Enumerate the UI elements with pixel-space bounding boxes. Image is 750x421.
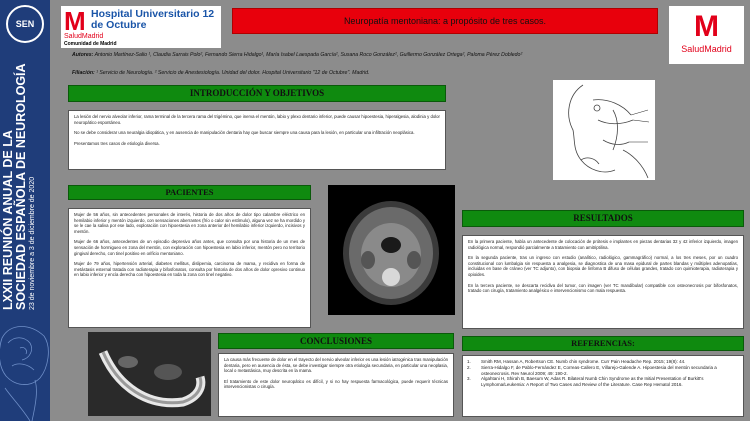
hospital-logo bbox=[61, 6, 221, 48]
face-drawing bbox=[553, 80, 655, 180]
reference-text: Smith RM, Hassan A, Robertson CE. Numb chin syndrome. Curr Pain Headache Rep. 2015; 19(8): 44. bbox=[481, 359, 686, 364]
brain-illustration bbox=[0, 318, 50, 421]
intro-paragraph: No se debe considerar una neuralgia idiopática, y en ausencia de manipulación dentaria hay que buscar siempre una causa para la lesión, en particular una infiltración neoplásica. bbox=[74, 130, 415, 136]
result-paragraph: En la segunda paciente, tras un ingreso con estudio (analítico, radiológico, gammagráfico) normal, a los tres meses, por un cuadro constitucional con lumbalgia sin respuesta a analgesia, se diagnostica de una masa epidural de partes blandas y múltiples adenopatías, incluidas en base de cráneo (ver TC adjunto), con biopsia de linfoma B difuso de células grandes, tratado con quimioterapia, radioterapia y opioides. bbox=[468, 255, 738, 277]
pacientes-header: PACIENTES bbox=[68, 185, 311, 200]
resultados-text bbox=[462, 235, 744, 329]
intro-paragraph: La lesión del nervio alveolar inferior, rama terminal de la tercera rama del trigémino, que inerva el mentón, labio y plexo dentario inferior, puede causar hipoestesia, hiperalgesia, alodinia y dolor neuropático espontáneo. bbox=[74, 114, 440, 125]
filiacion-label: Filiación: bbox=[72, 70, 95, 76]
sen-logo: SEN bbox=[6, 5, 44, 43]
sidebar-banner bbox=[0, 0, 50, 421]
patient-case: Mujer de 79 años, hipertensión arterial, diabetes mellitus, dislipemia, carcinoma de mama, y recidiva en forma de metástasis esternal tratada con radioterapia y bifosfonatos, consulta por historia de dos años de dolor opresivo continuo en labio inferior y encía derecha con hipoestesia en toda la zona con tinel negativo. bbox=[74, 261, 305, 278]
comunidad-madrid-text: Comunidad de Madrid bbox=[64, 41, 117, 47]
authors-list: Antonio Martínez-Salio ¹, Claudia Sarrais Polo², Fernando Sierra Hidalgo¹, María Isabel Laespada García², Susana Roco González², Guillermo González Ortega², Paloma Pérez Dobledo² bbox=[94, 52, 523, 58]
hospital-mark: M bbox=[64, 6, 86, 36]
authors-label: Autores: bbox=[72, 52, 94, 58]
congress-title-line1: LXXII REUNIÓN ANUAL DE LA bbox=[1, 130, 15, 310]
conclusiones-text bbox=[218, 353, 454, 417]
referencias-header: REFERENCIAS: bbox=[462, 336, 744, 351]
intro-text bbox=[68, 110, 446, 170]
ct-neck-scan-image bbox=[328, 185, 455, 315]
patient-case: Mujer de 56 años, sin antecedentes personales de interés, historia de dos años de dolor tipo calambre eléctrico en hemilabio inferior y mentón izquierdo, con sensaciones aberrantes (frío o calor sin estímulo), alguna vez se ha mordido y se le cae la saliva por ese lado, exploración con hipoestesia en zona anterior del hemilabio inferior izquierdo, incisivos y mentón. bbox=[74, 212, 305, 234]
reference-item bbox=[467, 376, 739, 388]
pacientes-text bbox=[68, 208, 311, 328]
salud-madrid-mark: M bbox=[694, 10, 719, 43]
resultados-header: RESULTADOS bbox=[462, 210, 744, 227]
salud-madrid-label: SaludMadrid bbox=[681, 44, 732, 54]
result-paragraph: En la tercera paciente, se descarta recidiva del tumor, con imagen (ver TC mandibular) compatible con osteonecrosis por bifosfonatos, tratado con cirugía, tratamiento analgésico e intervencionismo con mala respuesta. bbox=[468, 282, 738, 294]
poster-title: Neuropatía mentoniana: a propósito de tres casos. bbox=[232, 8, 658, 34]
salud-madrid-logo bbox=[669, 6, 744, 64]
trigeminal-anatomy-illustration bbox=[553, 80, 655, 180]
result-paragraph: En la primera paciente, había un antecedente de colocación de prótesis e implantes en piezas dentarias 32 y 42 inferior izquierdo, imagen radiológica normal, respondió parcialmente a tratamiento con amitriptilina. bbox=[468, 239, 738, 250]
salud-madrid-text: SaludMadrid bbox=[64, 33, 104, 40]
congress-title bbox=[2, 50, 37, 310]
conclusion-paragraph: El tratamiento de este dolor neuropático es difícil, y si no hay respuesta farmacológica, puede requerir técnicas intervencionistas o cirugía. bbox=[224, 378, 448, 390]
patient-case: Mujer de 66 años, antecedentes de un episodio depresivo años antes, que consulta por una historia de un mes de sensación de hormigueo en zona del mentón, con exploración con hipoestesia en labio inferior, mentón pero no territorio gingival derecho, con tinel positivo en orificio mentoniano. bbox=[74, 239, 305, 256]
mandible-drawing bbox=[88, 332, 211, 416]
ct-scan-drawing bbox=[328, 185, 455, 315]
mandible-ct-image bbox=[88, 332, 211, 416]
reference-number: 2. bbox=[467, 364, 471, 370]
hospital-name: Hospital Universitario 12 de Octubre bbox=[91, 8, 215, 31]
conclusiones-header: CONCLUSIONES bbox=[218, 333, 454, 349]
referencias-list bbox=[462, 355, 744, 417]
reference-number: 3. bbox=[467, 376, 471, 382]
congress-title-line2: SOCIEDAD ESPAÑOLA DE NEUROLOGÍA bbox=[14, 63, 28, 310]
reference-item bbox=[467, 365, 739, 377]
reference-text: Algahtani H, Shirah B, Baesum W, Adas R. Bilateral Numb Chin Syndrome as the Initial Presentation of Burkitt's Lymphoma/Leukemia: A Report of Two Cases and Review of the Literature. Case Rep Hematol 2016. bbox=[481, 376, 704, 388]
filiacion-text: ¹ Servicio de Neurología. ² Servicio de Anestesiología. Unidad del dolor. Hospital Universitario "12 de Octubre". Madrid. bbox=[96, 70, 370, 76]
reference-text: Sierra-Hidalgo F, de Pablo-Fernández E, Correas-Callero E, Villarejo-Galende A. Hipoestesia del mentón secundaria a osteonecrosis. Rev Neurol 2009; 49: 190-2. bbox=[481, 364, 717, 376]
authors bbox=[72, 52, 622, 59]
conclusion-paragraph: La causa más frecuente de dolor en el trayecto del nervio alveolar inferior es una lesión iatrogénica tras manipulación dentaria, pero en ausencia de ésta, se debe investigar siempre otra etiología secundaria, en particular una neoplasia, local o metastásica, muy descrita en la mama. bbox=[224, 357, 448, 374]
intro-header: INTRODUCCIÓN Y OBJETIVOS bbox=[68, 85, 446, 102]
intro-paragraph: Presentamos tres casos de etiología diversa. bbox=[74, 140, 160, 146]
reference-number: 1. bbox=[467, 359, 471, 364]
filiacion bbox=[72, 70, 622, 76]
congress-dates: 23 de noviembre a 3 de diciembre de 2020 bbox=[29, 176, 36, 310]
